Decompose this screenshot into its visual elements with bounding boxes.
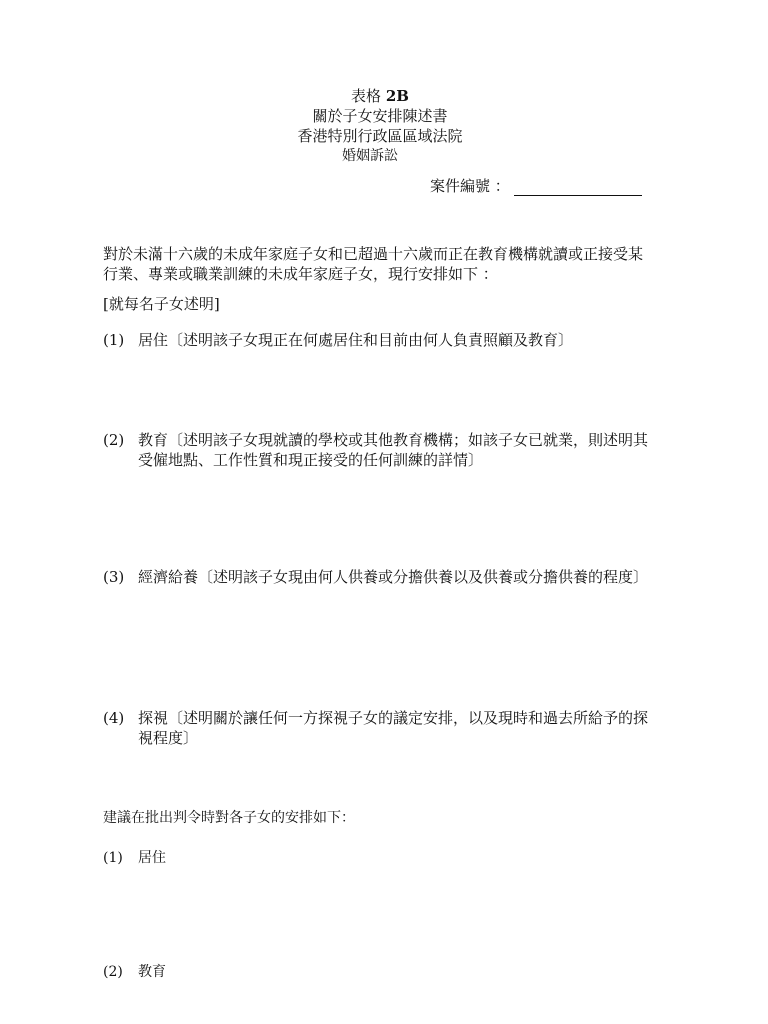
form-header xyxy=(290,86,470,166)
form-subtitle: 關於子女安排陳述書 xyxy=(312,107,448,125)
item-number: (3) xyxy=(103,568,125,586)
item-text-line: 視程度〕 xyxy=(138,729,199,747)
form-title-prefix: 表格 xyxy=(351,87,382,105)
item-text xyxy=(138,708,678,748)
court-name: 香港特別行政區區域法院 xyxy=(297,127,463,145)
item-number: (1) xyxy=(103,850,123,866)
form-title xyxy=(290,86,470,106)
case-number-row xyxy=(430,176,642,196)
case-number-blank[interactable] xyxy=(514,179,642,196)
item-number: (2) xyxy=(103,431,125,449)
item-text-line: 探視〔述明關於讓任何一方探視子女的議定安排，以及現時和過去所給予的探 xyxy=(138,709,649,727)
intro-paragraph xyxy=(103,244,673,284)
item-number: (4) xyxy=(103,709,125,727)
intro-line-2: 行業、專業或職業訓練的未成年家庭子女，現行安排如下 ： xyxy=(103,265,498,283)
item-text xyxy=(138,430,678,470)
item-number: (2) xyxy=(103,964,123,980)
item-text-line: 經濟給養〔述明該子女現由何人供養或分擔供養以及供養或分擔供養的程度〕 xyxy=(138,568,649,586)
proposed-heading: 建議在批出判令時對各子女的安排如下： xyxy=(103,810,355,826)
form-number: 2B xyxy=(385,87,409,105)
item-text-line: 居住〔述明該子女現正在何處居住和目前由何人負責照顧及教育〕 xyxy=(138,331,574,349)
instruction-note: [就每名子女述明] xyxy=(103,295,220,313)
intro-line-1: 對於未滿十六歲的未成年家庭子女和已超過十六歲而正在教育機構就讀或正接受某 xyxy=(103,245,644,263)
item-label: 居住 xyxy=(138,850,166,866)
item-text-line: 教育〔述明該子女現就讀的學校或其他教育機構；如該子女已就業，則述明其 xyxy=(138,431,649,449)
item-number: (1) xyxy=(103,331,125,349)
item-label: 教育 xyxy=(138,964,166,980)
item-text-line: 受僱地點、工作性質和現正接受的任何訓練的詳情〕 xyxy=(138,451,484,469)
case-number-label: 案件編號 ： xyxy=(430,177,510,195)
item-text xyxy=(138,567,678,587)
item-text xyxy=(138,330,678,350)
cause-type: 婚姻訴訟 xyxy=(342,148,398,164)
